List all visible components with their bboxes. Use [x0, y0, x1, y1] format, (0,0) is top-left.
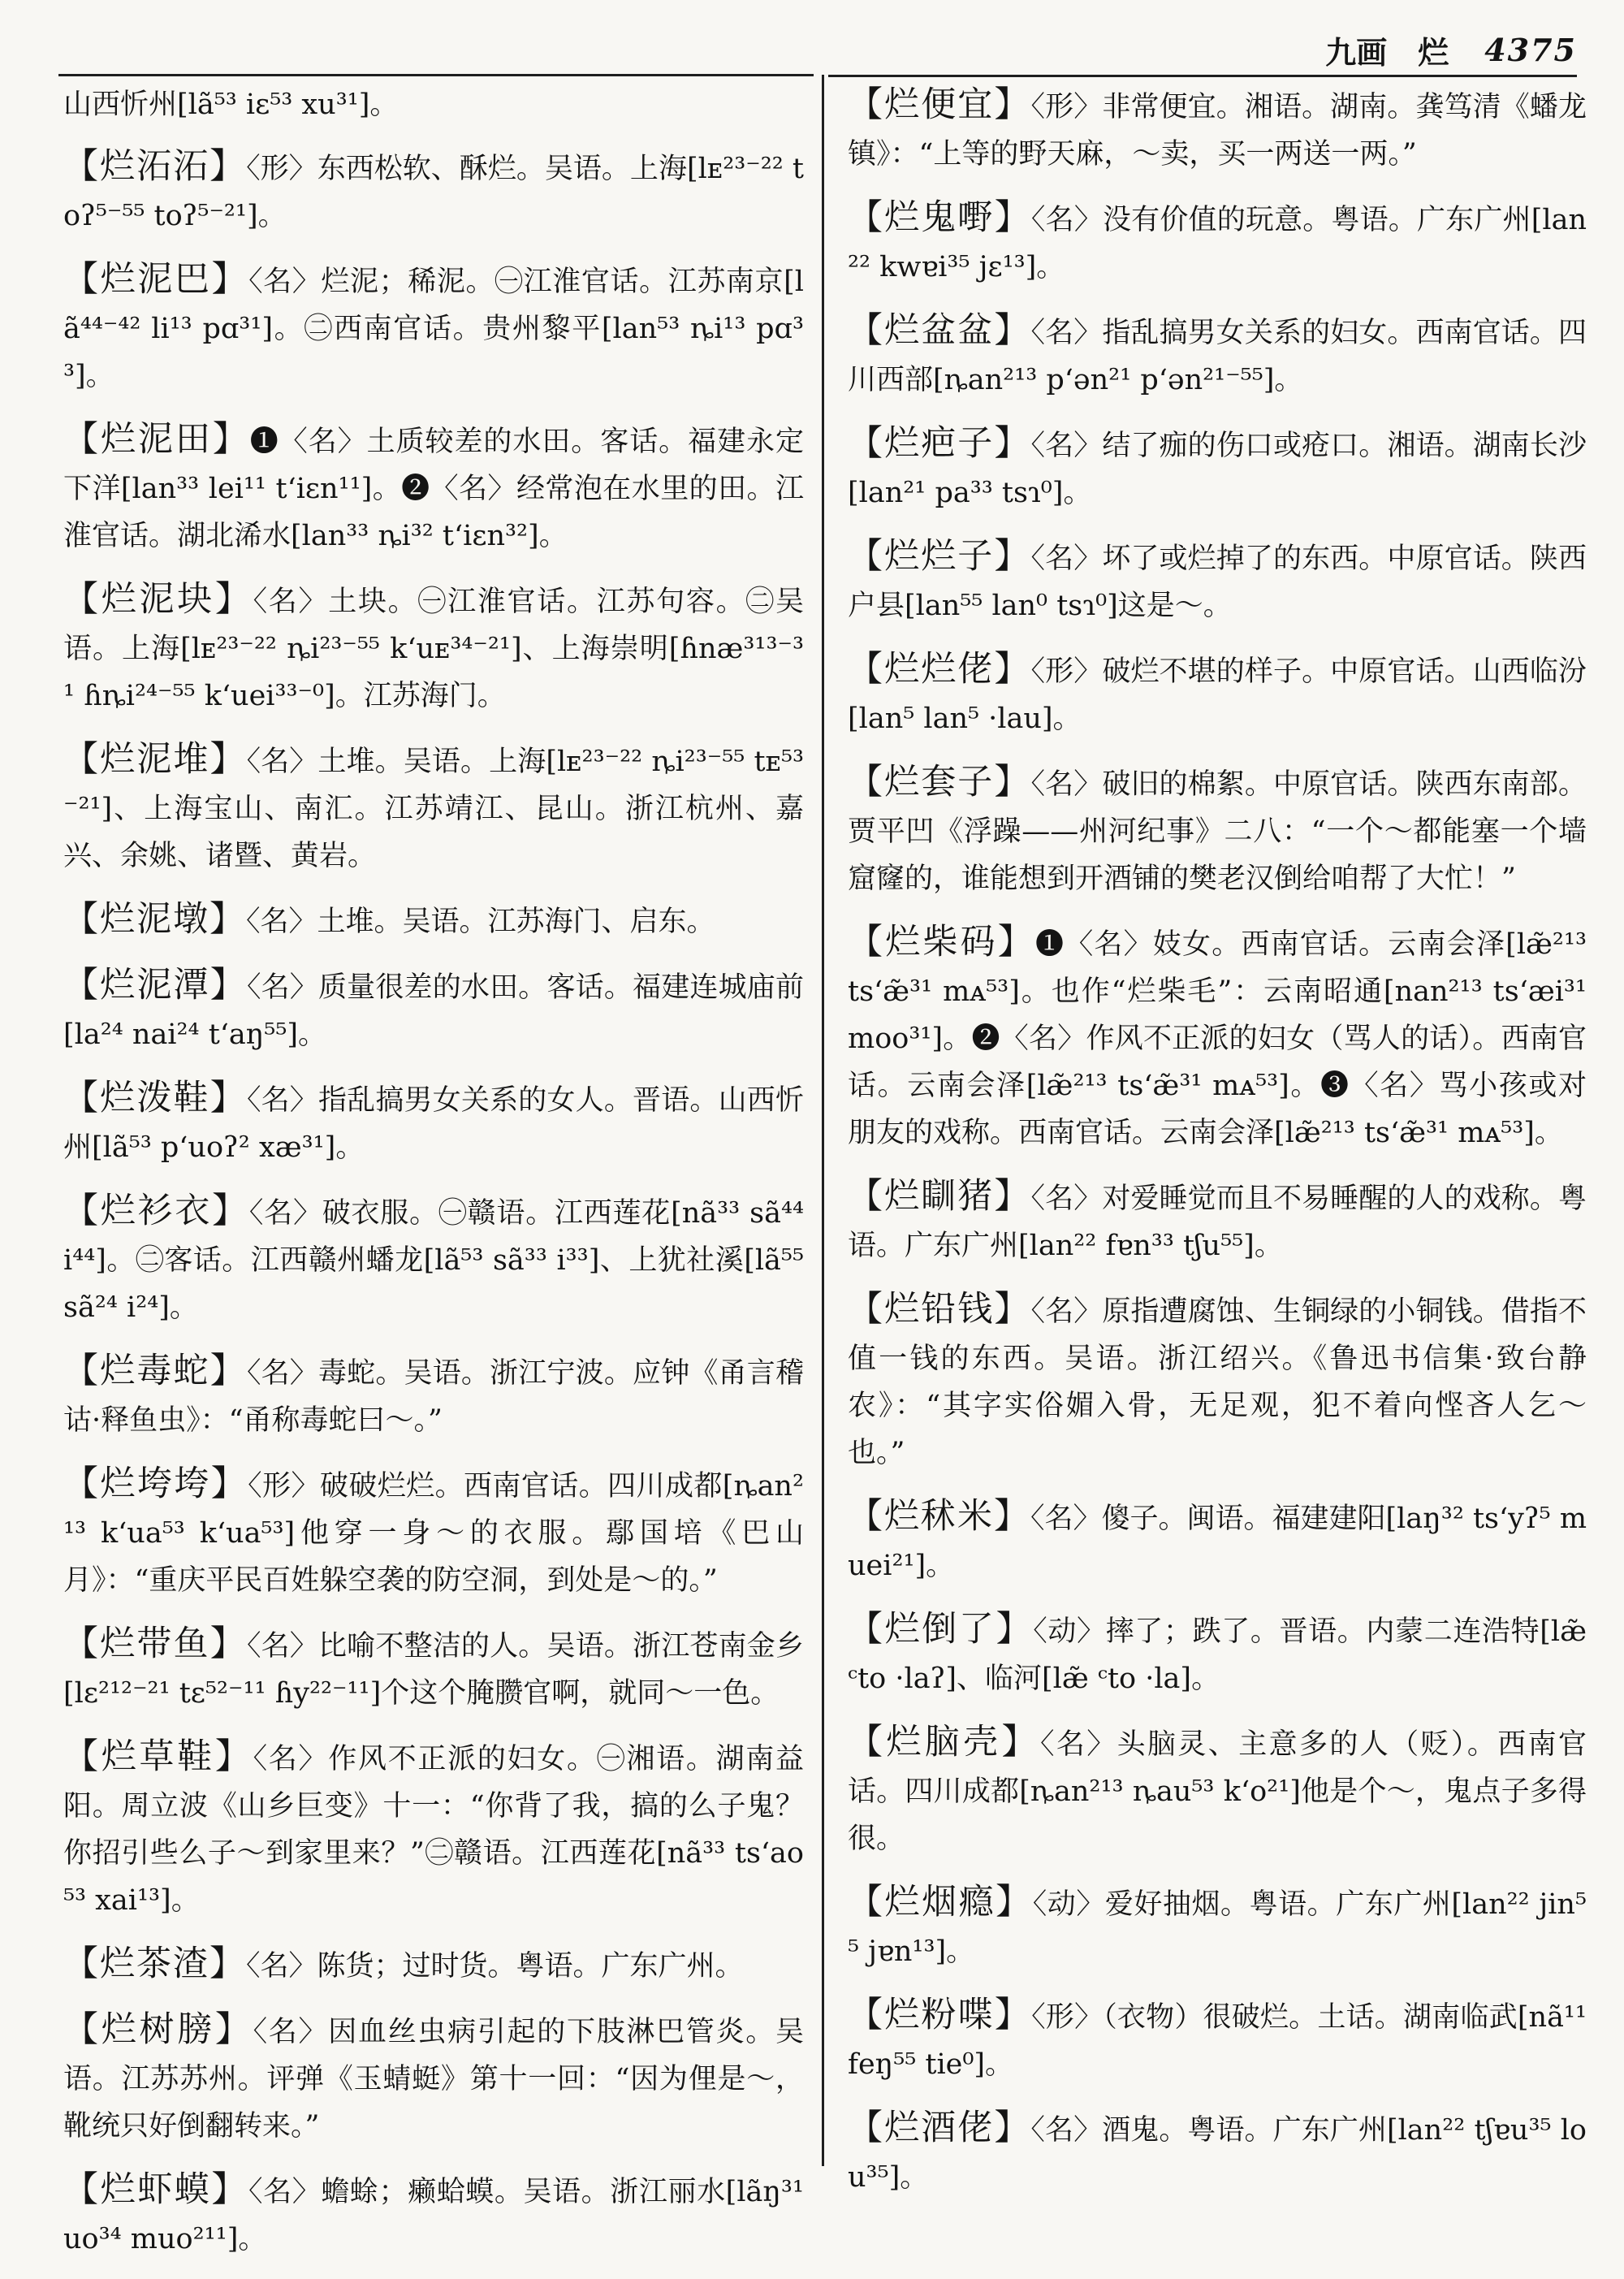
headword: 【烂倒了】 [848, 1609, 1034, 1650]
entry-body: 〈名〉头脑灵、主意多的人（贬）。西南官话。四川成都[ȵan²¹³ ȵau⁵³ kʻo²¹]他是个～，鬼点子多得很。 [848, 1728, 1587, 1855]
headword: 【烂衫衣】 [63, 1191, 249, 1231]
headword: 【烂虾蟆】 [63, 2169, 248, 2210]
entry-body: 〈名〉土堆。吴语。江苏海门、启东。 [246, 906, 715, 938]
headword: 【烂垮垮】 [63, 1464, 248, 1504]
dictionary-entry [848, 420, 1587, 517]
headword: 【烂草鞋】 [63, 1736, 253, 1777]
dictionary-entry [63, 1733, 804, 1924]
headword: 【烂泥巴】 [63, 259, 249, 300]
entry-body: 〈名〉土块。㊀江淮官话。江苏句容。㊁吴语。上海[lᴇ²³⁻²² ȵi²³⁻⁵⁵ kʻuᴇ³⁴⁻²¹]、上海崇明[ɦnæ³¹³⁻³¹ ɦȵi²⁴⁻⁵⁵ kʻuei³³⁻⁰]。江苏海门。 [63, 586, 804, 712]
entry-body: 〈形〉破烂不堪的样子。中原官话。山西临汾[lan⁵ lan⁵ ·lau]。 [848, 655, 1587, 735]
headword: 【烂疤子】 [848, 423, 1031, 464]
headword: 【烂泥墩】 [63, 899, 246, 940]
entry-continuation: 山西忻州[lã⁵³ iɛ⁵³ xu³¹]。 [63, 89, 399, 121]
headword: 【烂泥潭】 [63, 965, 247, 1005]
entry-body: 〈名〉质量很差的水田。客话。福建连城庙前[la²⁴ nai²⁴ tʻaŋ⁵⁵]。 [63, 971, 804, 1051]
headword: 【烂泥堆】 [63, 739, 247, 780]
entry-body: 〈名〉对爱睡觉而且不易睡醒的人的戏称。粤语。广东广州[lan²² fɐn³³ tʃu⁵⁵]。 [848, 1183, 1587, 1262]
entry-body: 〈名〉没有价值的玩意。粤语。广东广州[lan²² kwɐi³⁵ jɛ¹³]。 [848, 204, 1587, 283]
entry-body: 〈名〉酒鬼。粤语。广东广州[lan²² tʃɐu³⁵ lou³⁵]。 [848, 2114, 1587, 2194]
entry-body: 〈动〉爱好抽烟。粤语。广东广州[lan²² jin⁵⁵ jɐn¹³]。 [848, 1888, 1587, 1968]
dictionary-entry [63, 1347, 804, 1444]
entry-body: 〈名〉傻子。闽语。福建建阳[laŋ³² tsʻyʔ⁵ muei²¹]。 [848, 1503, 1587, 1582]
dictionary-entry [63, 896, 804, 945]
top-rule [58, 74, 814, 76]
column-divider [822, 75, 824, 2166]
entry-body: 〈动〉摔了；跌了。晋语。内蒙二连浩特[læ̃ ᶜto ·laʔ]、临河[læ̃ ᶜto ·la]。 [848, 1615, 1587, 1695]
headword: 【烂毒蛇】 [63, 1351, 247, 1391]
headword: 【烂便宜】 [848, 84, 1031, 125]
dictionary-entry [848, 1173, 1587, 1269]
dictionary-entry [848, 1879, 1587, 1975]
headword: 【烂烂子】 [848, 536, 1031, 577]
dictionary-entry [848, 194, 1587, 291]
headword: 【烂泥田】 [63, 419, 250, 460]
entry-body: 〈名〉毒蛇。吴语。浙江宁波。应钟《甬言稽诂·释鱼虫》：“甬称毒蛇曰～。” [63, 1357, 804, 1437]
dictionary-entry [63, 1620, 804, 1717]
entry-body: 〈名〉指乱搞男女关系的妇女。西南官话。四川西部[ȵan²¹³ pʻən²¹ pʻən²¹⁻⁵⁵]。 [848, 317, 1587, 396]
headword: 【烂茶渣】 [63, 1944, 246, 1984]
headword: 【烂泼鞋】 [63, 1078, 247, 1118]
headword: 【烂烂佬】 [848, 649, 1031, 690]
dictionary-entry [848, 1493, 1587, 1589]
dictionary-entry [63, 576, 804, 720]
entry-body: 〈名〉陈货；过时货。粤语。广东广州。 [246, 1950, 744, 1983]
entry-body: 〈名〉土堆。吴语。上海[lᴇ²³⁻²² ȵi²³⁻⁵⁵ tᴇ⁵³⁻²¹]、上海宝山、南汇。江苏靖江、昆山。浙江杭州、嘉兴、余姚、诸暨、黄岩。 [63, 746, 805, 872]
entry-body: 〈形〉破破烂烂。西南官话。四川成都[ȵan²¹³ kʻua⁵³ kʻua⁵³]他穿一身～的衣服。鄢国培《巴山月》：“重庆平民百姓躲空袭的防空洞，到处是～的。” [63, 1470, 805, 1597]
headword: 【烂柴码】 [848, 922, 1035, 962]
headword: 【烂带鱼】 [63, 1624, 247, 1664]
headword: 【烂烟瘾】 [848, 1882, 1033, 1922]
entry-body: 〈名〉作风不正派的妇女。㊀湘语。湖南益阳。周立波《山乡巨变》十一：“你背了我，搞的么子鬼？你招引些么子～到家里来？”㊁赣语。江西莲花[nã³³ tsʻao⁵³ xai¹³]。 [63, 1743, 804, 1917]
running-head [828, 24, 1577, 77]
dictionary-entry [63, 1075, 804, 1171]
dictionary-entry [63, 2006, 804, 2150]
entry-body: ❶〈名〉妓女。西南官话。云南会泽[læ̃²¹³ tsʻæ̃³¹ mᴀ⁵³]。也作“烂柴毛”：云南昭通[nan²¹³ tsʻæi³¹ moo³¹]。❷〈名〉作风不正派的妇女（骂人的话）。西南官话。云南会泽[læ̃²¹³ tsʻæ̃³¹ mᴀ⁵³]。❸〈名〉骂小孩或对朋友的戏称。西南官话。云南会泽[læ̃²¹³ tsʻæ̃³¹ mᴀ⁵³]。 [848, 928, 1587, 1149]
right-column [848, 81, 1587, 2217]
headword: 【烂泥块】 [63, 579, 253, 620]
entry-body: 〈名〉破旧的棉絮。中原官话。陕西东南部。贾平凹《浮躁——州河纪事》二八：“一个～都能塞一个墙窟窿的，谁能想到开酒铺的樊老汉倒给咱帮了大忙！” [848, 768, 1587, 895]
entry-body: 〈名〉比喻不整洁的人。吴语。浙江苍南金乡[lɛ²¹²⁻²¹ tɛ⁵²⁻¹¹ ɦy²²⁻¹¹]个这个腌臜官啊，就同～一色。 [63, 1630, 804, 1710]
entry-body: ❶〈名〉土质较差的水田。客话。福建永定下洋[lan³³ lei¹¹ tʻiɛn¹¹]。❷〈名〉经常泡在水里的田。江淮官话。湖北浠水[lan³³ ȵi³² tʻiɛn³²]。 [63, 426, 804, 552]
dictionary-entry [63, 416, 804, 560]
dictionary-entry [848, 1286, 1587, 1477]
entry-body: 〈名〉原指遭腐蚀、生铜绿的小铜钱。借指不值一钱的东西。吴语。浙江绍兴。《鲁迅书信集·致台静农》：“其字实俗媚入骨，无足观，犯不着向悭吝人乞～也。” [848, 1295, 1587, 1469]
entry-body: 〈名〉坏了或烂掉了的东西。中原官话。陕西户县[lan⁵⁵ lan⁰ tsɿ⁰]这是～。 [848, 543, 1587, 622]
headword: 【烂秫米】 [848, 1496, 1031, 1537]
headword: 【烂瞓猪】 [848, 1176, 1031, 1217]
dictionary-entry [848, 759, 1587, 902]
dictionary-entry [848, 1719, 1587, 1862]
entry-body: 〈形〉东西松软、酥烂。吴语。上海[lᴇ²³⁻²² toʔ⁵⁻⁵⁵ toʔ⁵⁻²¹]。 [63, 153, 804, 232]
dictionary-entry [63, 143, 804, 240]
section-title: 九画 烂 [1325, 33, 1449, 71]
entry-body: 〈名〉蟾蜍；癞蛤蟆。吴语。浙江丽水[lãŋ³¹ uo³⁴ muo²¹¹]。 [63, 2176, 804, 2255]
dictionary-entry [848, 307, 1587, 404]
headword: 【烂盆盆】 [848, 310, 1031, 351]
dictionary-entry [63, 962, 804, 1058]
dictionary-entry [848, 919, 1587, 1157]
headword: 【烂粉喋】 [848, 1995, 1032, 2035]
entry-body: 〈名〉烂泥；稀泥。㊀江淮官话。江苏南京[lã⁴⁴⁻⁴² li¹³ pɑ³¹]。㊁西南官话。贵州黎平[lan⁵³ ȵi¹³ pɑ³³]。 [63, 266, 805, 392]
dictionary-entry [63, 256, 804, 400]
dictionary-entry [63, 2166, 804, 2263]
dictionary-entry [63, 1187, 804, 1331]
dictionary-entry [848, 1606, 1587, 1702]
entry-body: 〈形〉非常便宜。湘语。湖南。龚笃清《蟠龙镇》：“上等的野天麻，～卖，买一两送一两。” [848, 91, 1587, 171]
entry-body: 〈名〉破衣服。㊀赣语。江西莲花[nã³³ sã⁴⁴ i⁴⁴]。㊁客话。江西赣州蟠龙[lã⁵³ sã³³ i³³]、上犹社溪[lã⁵⁵ sã²⁴ i²⁴]。 [63, 1197, 804, 1324]
dictionary-entry [848, 533, 1587, 629]
dictionary-entry [848, 81, 1587, 178]
headword: 【烂铅钱】 [848, 1289, 1031, 1330]
dictionary-entry [63, 736, 804, 880]
entry-body: 〈名〉指乱搞男女关系的女人。晋语。山西忻州[lã⁵³ pʻuoʔ² xæ³¹]。 [63, 1084, 804, 1164]
dictionary-entry [848, 1991, 1587, 2088]
headword: 【烂沰沰】 [63, 146, 247, 187]
headword: 【烂套子】 [848, 762, 1031, 802]
dictionary-entry [848, 2104, 1587, 2201]
headword: 【烂树膀】 [63, 2009, 253, 2050]
dictionary-entry [63, 1460, 804, 1604]
entry-body: 〈形〉（衣物）很破烂。土话。湖南临武[nã¹¹ feŋ⁵⁵ tie⁰]。 [848, 2001, 1587, 2081]
headword: 【烂脑壳】 [848, 1722, 1040, 1762]
headword: 【烂鬼嘢】 [848, 197, 1031, 238]
page-number: 4375 [1484, 31, 1577, 68]
left-column [63, 81, 804, 2279]
entry-body: 〈名〉结了痂的伤口或疮口。湘语。湖南长沙[lan²¹ pa³³ tsɿ⁰]。 [848, 430, 1587, 509]
dictionary-entry [63, 1940, 804, 1990]
entry-body: 〈名〉因血丝虫病引起的下肢淋巴管炎。吴语。江苏苏州。评弹《玉蜻蜓》第十一回：“因为俚是～，靴统只好倒翻转来。” [63, 2016, 804, 2143]
headword: 【烂酒佬】 [848, 2108, 1031, 2148]
dictionary-entry [848, 646, 1587, 742]
